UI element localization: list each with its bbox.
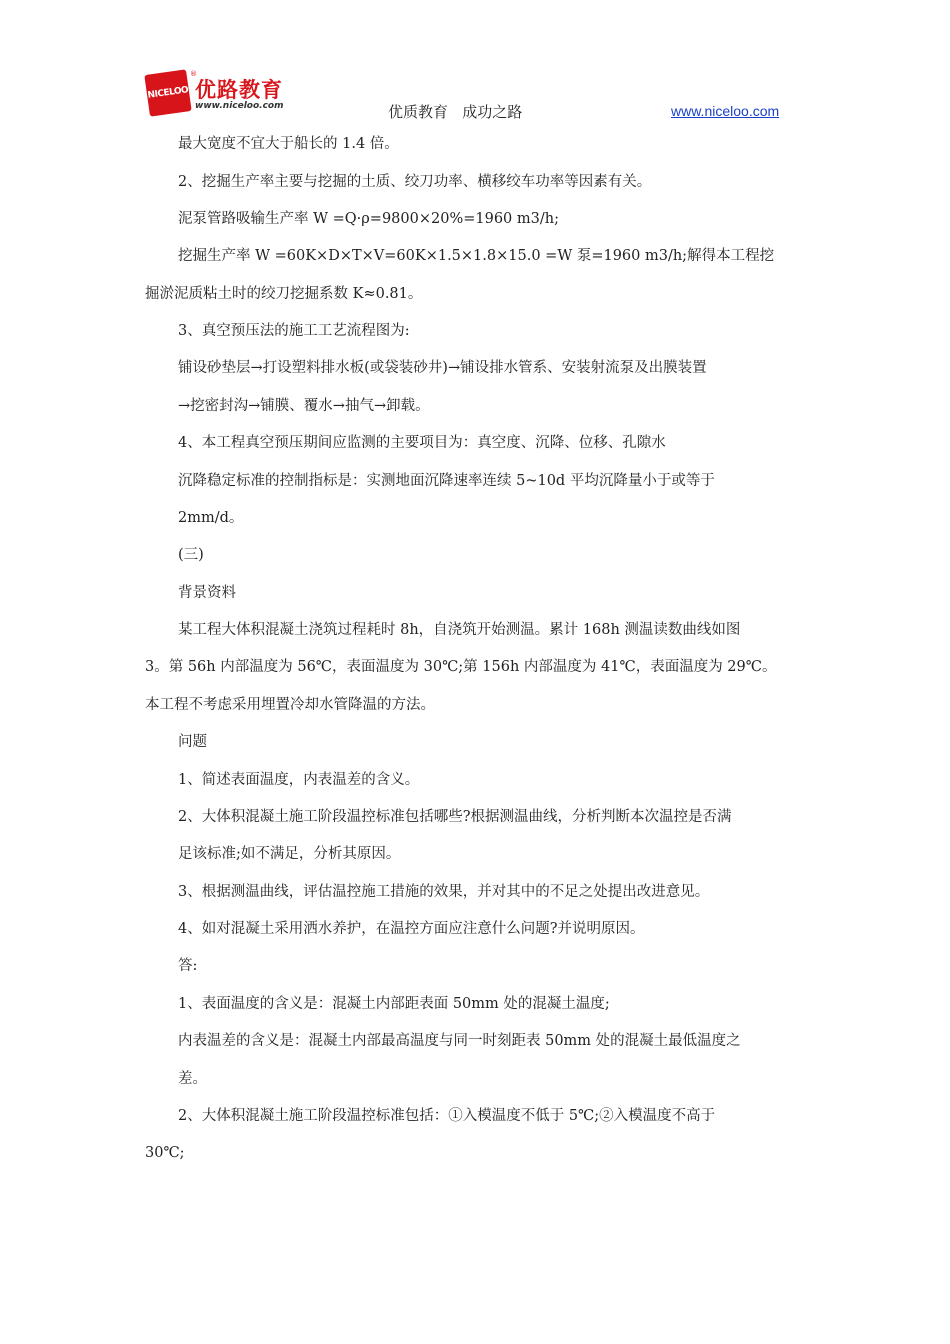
logo-brand-name: 优路教育 [195,78,283,102]
text-line: 4、如对混凝土采用洒水养护，在温控方面应注意什么问题?并说明原因。 [178,921,645,937]
text-line: 沉降稳定标准的控制指标是：实测地面沉降速率连续 5~10d 平均沉降量小于或等于 [178,473,715,489]
niceloo-logo [147,70,297,118]
text-line: 某工程大体积混凝土浇筑过程耗时 8h，自浇筑开始测温。累计 168h 测温读数曲线如图 [178,622,741,638]
text-line: 2、大体积混凝土施工阶段温控标准包括哪些?根据测温曲线，分析判断本次温控是否满 [178,809,732,825]
text-line: 1、表面温度的含义是：混凝土内部距表面 50mm 处的混凝土温度; [178,996,610,1012]
section-heading: 答: [178,958,198,974]
text-line: 1、简述表面温度，内表温差的含义。 [178,772,420,788]
text-line: 2、大体积混凝土施工阶段温控标准包括：①入模温度不低于 5℃;②入模温度不高于 [178,1108,716,1124]
text-line: 挖掘生产率 W =60K×D×T×V=60K×1.5×1.8×15.0 =W 泵=1960 m3/h;解得本工程挖 [178,248,775,264]
logo-badge-icon: NICELOO [144,69,191,116]
text-line: 2、挖掘生产率主要与挖掘的土质、绞刀功率、横移绞车功率等因素有关。 [178,174,652,190]
text-line: 足该标准;如不满足，分析其原因。 [178,846,401,862]
text-line: 4、本工程真空预压期间应监测的主要项目为：真空度、沉降、位移、孔隙水 [178,435,666,451]
text-line: 3、根据测温曲线，评估温控施工措施的效果，并对其中的不足之处提出改进意见。 [178,884,710,900]
text-line: 30℃; [145,1145,185,1161]
header-website-link[interactable]: www.niceloo.com [671,103,780,119]
text-line: 铺设砂垫层→打设塑料排水板(或袋装砂井)→铺设排水管系、安装射流泵及出膜装置 [178,360,707,376]
section-heading: 问题 [178,734,207,750]
text-line: →挖密封沟→铺膜、覆水→抽气→卸载。 [178,398,430,414]
section-heading: 背景资料 [178,585,236,601]
text-line: 3、真空预压法的施工工艺流程图为: [178,323,410,339]
text-line: 2mm/d。 [178,510,244,526]
header-slogan: 优质教育 成功之路 [388,103,523,121]
text-line: 泥泵管路吸输生产率 W =Q·ρ=9800×20%=1960 m3/h; [178,211,559,227]
text-line: 内表温差的含义是：混凝土内部最高温度与同一时刻距表 50mm 处的混凝土最低温度之 [178,1033,741,1049]
registered-mark: ® [190,70,197,78]
section-number: (三) [178,547,204,563]
text-line: 最大宽度不宜大于船长的 1.4 倍。 [178,136,399,152]
logo-url: www.niceloo.com [195,101,284,111]
text-line: 差。 [178,1071,207,1087]
text-line: 掘淤泥质粘土时的绞刀挖掘系数 K≈0.81。 [145,286,423,302]
text-line: 本工程不考虑采用埋置冷却水管降温的方法。 [145,697,435,713]
text-line: 3。第 56h 内部温度为 56℃，表面温度为 30℃;第 156h 内部温度为 41℃，表面温度为 29℃。 [145,659,777,675]
